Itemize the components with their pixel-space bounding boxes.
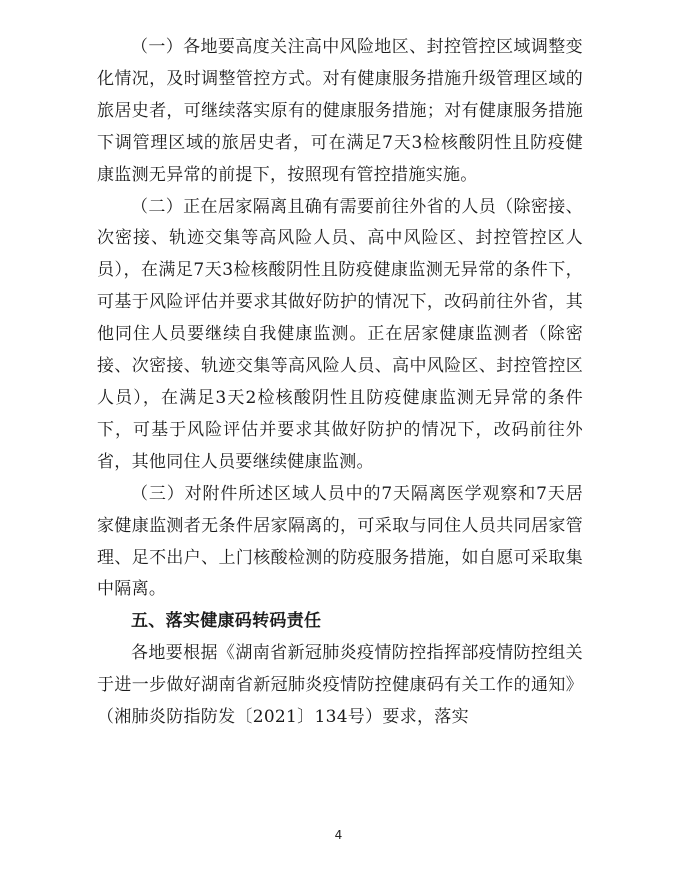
paragraph-2: （二）正在居家隔离且确有需要前往外省的人员（除密接、次密接、轨迹交集等高风险人员、高中风险区、封控管控区人员），在满足7天3检核酸阴性且防疫健康监测无异常的条件下，可基于风险评估并要求其做好防护的情况下，改码前往外省，其他同住人员要继续自我健康监测。正在居家健康监测者（除密接、次密接、轨迹交集等高风险人员、高中风险区、封控管控区人员），在满足3天2检核酸阴性且防疫健康监测无异常的条件下，可基于风险评估并要求其做好防护的情况下，改码前往外省，其他同住人员要继续健康监测。 [97, 196, 583, 472]
document-body [97, 32, 583, 734]
section-heading: 五、落实健康码转码责任 [131, 611, 322, 632]
paragraph-3: （三）对附件所述区域人员中的7天隔离医学观察和7天居家健康监测者无条件居家隔离的，可采取与同住人员共同居家管理、足不出户、上门核酸检测的防疫服务措施，如自愿可采取集中隔离。 [97, 483, 583, 600]
section-paragraph: 各地要根据《湖南省新冠肺炎疫情防控指挥部疫情防控组关于进一步做好湖南省新冠肺炎疫情防控健康码有关工作的通知》（湘肺炎防指防发〔2021〕134号）要求，落实 [97, 643, 583, 728]
page-number: 4 [334, 828, 343, 842]
paragraph-1: （一）各地要高度关注高中风险地区、封控管控区域调整变化情况，及时调整管控方式。对有健康服务措施升级管理区域的旅居史者，可继续落实原有的健康服务措施；对有健康服务措施下调管理区域的旅居史者，可在满足7天3检核酸阴性且防疫健康监测无异常的前提下，按照现有管控措施实施。 [97, 37, 583, 185]
